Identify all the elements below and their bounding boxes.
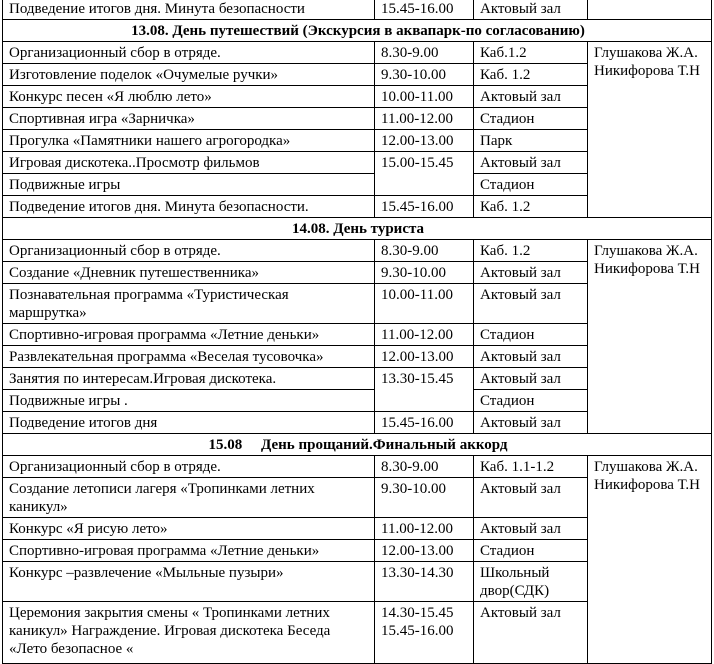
time-cell: 10.00-11.00	[375, 86, 474, 108]
time-cell: 9.30-10.00	[375, 64, 474, 86]
place-cell: Парк	[474, 130, 588, 152]
activity-cell: Подведение итогов дня. Минута безопасности	[3, 0, 375, 20]
day-header-row	[3, 218, 712, 240]
time-cell: 15.45-16.00	[375, 412, 474, 434]
responsible-cell	[588, 0, 712, 20]
activity-cell: Подвижные игры .	[3, 390, 375, 412]
activity-cell: Развлекательная программа «Веселая тусовочка»	[3, 346, 375, 368]
place-cell: Стадион	[474, 390, 588, 412]
activity-cell: Подведение итогов дня	[3, 412, 375, 434]
day-title: 14.08. День туриста	[3, 218, 712, 240]
place-cell: Каб. 1.2	[474, 64, 588, 86]
time-cell: 14.30-15.45 15.45-16.00	[375, 602, 474, 664]
activity-cell: Организационный сбор в отряде.	[3, 240, 375, 262]
day-title: 15.08 День прощаний.Финальный аккорд	[3, 434, 712, 456]
responsible-cell: Глушакова Ж.А. Никифорова Т.Н	[588, 240, 712, 434]
time-cell: 8.30-9.00	[375, 42, 474, 64]
day-title: 13.08. День путешествий (Экскурсия в аквапарк-по согласованию)	[3, 20, 712, 42]
place-cell: Стадион	[474, 324, 588, 346]
day-header-row	[3, 20, 712, 42]
place-cell: Актовый зал	[474, 412, 588, 434]
place-cell: Актовый зал	[474, 518, 588, 540]
activity-cell: Игровая дискотека..Просмотр фильмов	[3, 152, 375, 174]
table-row	[3, 456, 712, 478]
activity-cell: Познавательная программа «Туристическая маршрутка»	[3, 284, 375, 324]
time-cell: 12.00-13.00	[375, 346, 474, 368]
place-cell: Школьный двор(СДК)	[474, 562, 588, 602]
responsible-cell: Глушакова Ж.А. Никифорова Т.Н	[588, 456, 712, 664]
time-cell: 12.00-13.00	[375, 540, 474, 562]
place-cell: Актовый зал	[474, 368, 588, 390]
activity-cell: Организационный сбор в отряде.	[3, 42, 375, 64]
activity-cell: Создание «Дневник путешественника»	[3, 262, 375, 284]
activity-cell: Прогулка «Памятники нашего агрогородка»	[3, 130, 375, 152]
activity-cell: Конкурс –развлечение «Мыльные пузыри»	[3, 562, 375, 602]
place-cell: Актовый зал	[474, 86, 588, 108]
time-cell: 13.30-15.45	[375, 368, 474, 412]
table-row	[3, 0, 712, 20]
activity-cell: Подведение итогов дня. Минута безопасности.	[3, 196, 375, 218]
time-cell: 11.00-12.00	[375, 324, 474, 346]
table-row	[3, 42, 712, 64]
place-cell: Актовый зал	[474, 152, 588, 174]
table-row	[3, 240, 712, 262]
activity-cell: Организационный сбор в отряде.	[3, 456, 375, 478]
activity-cell: Спортивная игра «Зарничка»	[3, 108, 375, 130]
place-cell: Актовый зал	[474, 346, 588, 368]
activity-cell: Конкурс «Я рисую лето»	[3, 518, 375, 540]
place-cell: Актовый зал	[474, 602, 588, 664]
time-cell: 11.00-12.00	[375, 108, 474, 130]
time-cell: 13.30-14.30	[375, 562, 474, 602]
place-cell: Стадион	[474, 108, 588, 130]
activity-cell: Спортивно-игровая программа «Летние деньки»	[3, 540, 375, 562]
responsible-cell: Глушакова Ж.А. Никифорова Т.Н	[588, 42, 712, 218]
time-cell: 9.30-10.00	[375, 478, 474, 518]
place-cell: Стадион	[474, 540, 588, 562]
place-cell: Актовый зал	[474, 0, 588, 20]
time-cell: 10.00-11.00	[375, 284, 474, 324]
place-cell: Каб. 1.2	[474, 196, 588, 218]
time-cell: 11.00-12.00	[375, 518, 474, 540]
place-cell: Актовый зал	[474, 478, 588, 518]
activity-cell: Церемония закрытия смены « Тропинками летних каникул» Награждение. Игровая дискотека Беседа «Лето безопасное «	[3, 602, 375, 664]
schedule-table	[2, 0, 712, 664]
place-cell: Актовый зал	[474, 284, 588, 324]
place-cell: Стадион	[474, 174, 588, 196]
activity-cell: Подвижные игры	[3, 174, 375, 196]
activity-cell: Изготовление поделок «Очумелые ручки»	[3, 64, 375, 86]
day-header-row	[3, 434, 712, 456]
place-cell: Каб.1.2	[474, 42, 588, 64]
time-cell: 15.45-16.00	[375, 196, 474, 218]
place-cell: Актовый зал	[474, 262, 588, 284]
time-cell: 15.00-15.45	[375, 152, 474, 196]
time-cell: 12.00-13.00	[375, 130, 474, 152]
activity-cell: Занятия по интересам.Игровая дискотека.	[3, 368, 375, 390]
activity-cell: Спортивно-игровая программа «Летние деньки»	[3, 324, 375, 346]
time-cell: 9.30-10.00	[375, 262, 474, 284]
place-cell: Каб. 1.1-1.2	[474, 456, 588, 478]
activity-cell: Конкурс песен «Я люблю лето»	[3, 86, 375, 108]
time-cell: 15.45-16.00	[375, 0, 474, 20]
time-cell: 8.30-9.00	[375, 456, 474, 478]
activity-cell: Создание летописи лагеря «Тропинками летних каникул»	[3, 478, 375, 518]
place-cell: Каб. 1.2	[474, 240, 588, 262]
time-cell: 8.30-9.00	[375, 240, 474, 262]
